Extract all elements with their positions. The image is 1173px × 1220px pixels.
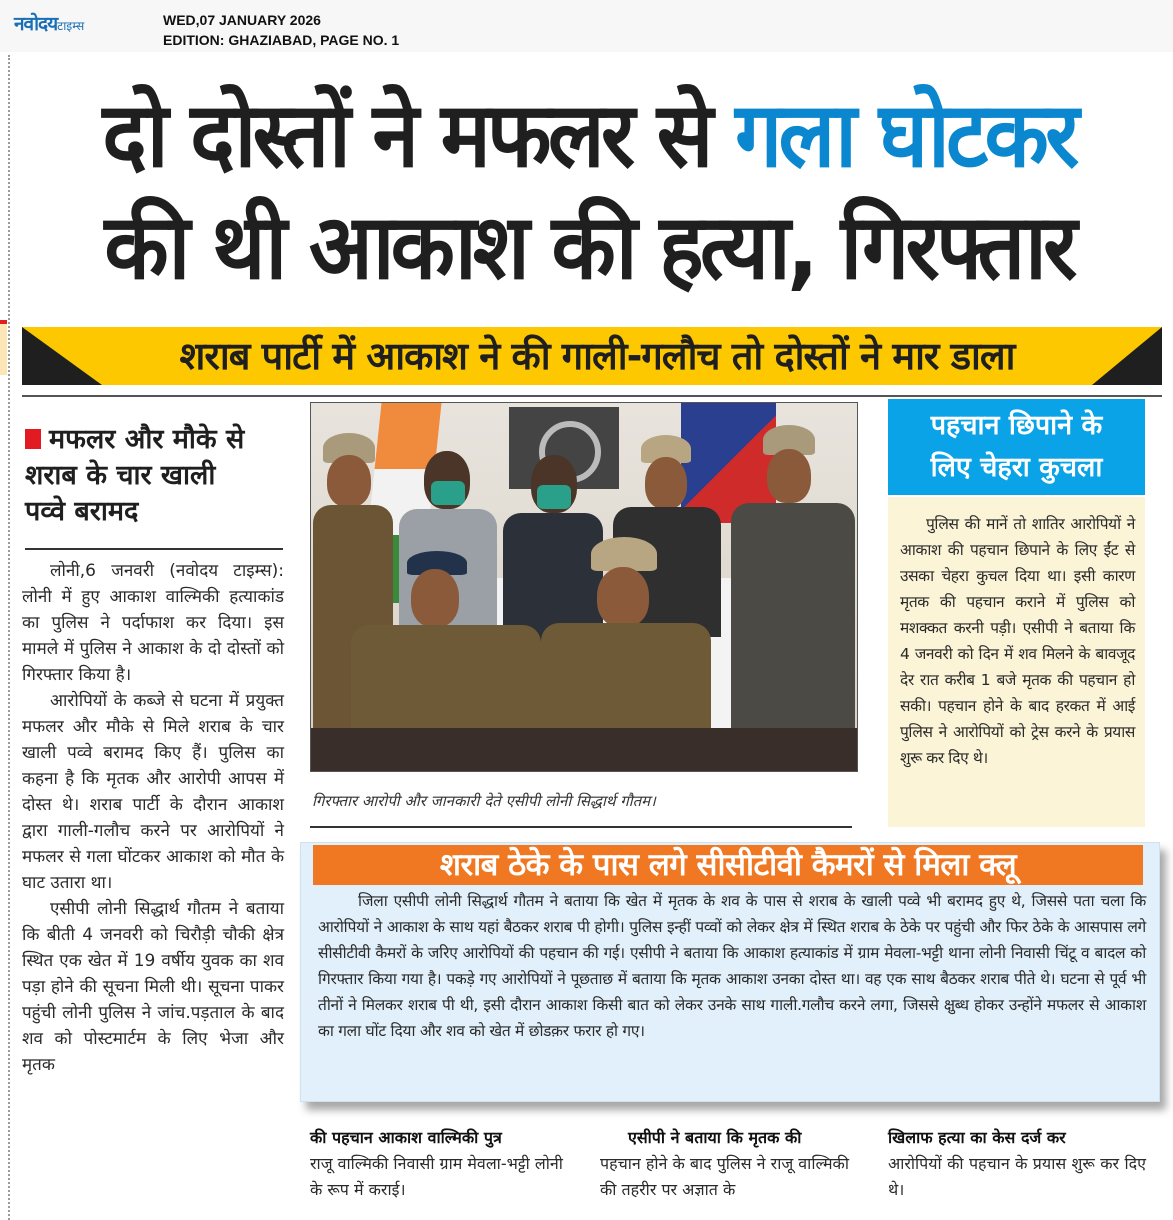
masthead xyxy=(0,0,1173,52)
article-paragraph: आरोपियों के कब्जे से घटना में प्रयुक्त मफलर और मौके से मिले शराब के चार खाली पव्वे बरामद किए हैं। पुलिस का कहना है कि मृतक और आरोपी आपस में दोस्त थे। शराब पार्टी के दौरान आकाश द्वारा गाली-गलौच करने पर आरोपियों ने मफलर से गला घोंटकर आकाश को मौत के घाट उतारा था। xyxy=(22,691,284,893)
main-headline xyxy=(54,80,1124,304)
banner-underline xyxy=(22,395,1162,397)
dateline xyxy=(163,10,399,50)
banner-text: शराब पार्टी में आकाश ने की गाली-गलौच तो दोस्तों ने मार डाला xyxy=(179,334,1015,378)
page-margin-divider xyxy=(8,55,10,1220)
edition-info: EDITION: GHAZIABAD, PAGE NO. 1 xyxy=(163,32,400,48)
headline-line-1 xyxy=(54,80,1124,192)
sub-headline-banner xyxy=(22,327,1162,385)
sidebar-title: पहचान छिपाने के लिए चेहरा कुचला xyxy=(888,399,1145,495)
red-bullet-icon xyxy=(25,429,41,449)
table xyxy=(311,728,857,772)
left-article-body xyxy=(22,558,284,1078)
caption-rule xyxy=(310,826,852,828)
cctv-paragraph: जिला एसीपी लोनी सिद्धार्थ गौतम ने बताया कि खेत में मृतक के शव के पास से शराब के खाली पव्वे भी बरामद हुए थे, जिससे पता चला कि आरोपियों ने आकाश के साथ यहां बैठकर शराब पी होगी। पुलिस इन्हीं पव्वों को लेकर क्षेत्र में स्थित शराब के ठेके पर पहुंची और फिर ठेके के आसपास लगे सीसीटीवी कैमरों के जरिए आरोपियों की पहचान की गई। एसीपी ने बताया कि आकाश हत्याकांड में ग्राम मेवला-भट्टी थाना लोनी निवासी चिंटू व बादल को गिरफ्तार किया गया है। पकड़े गए आरोपियों ने पूछताछ में बताया कि मृतक आकाश उनका दोस्त था। वह एक साथ बैठकर शराब पीते थे। घटना से पूर्व भी तीनों ने मिलकर शराब पी थी, इसी दौरान आकाश किसी बात को लेकर उनके साथ गाली.गलौच करने लगा, जिससे क्षुब्ध होकर उन्होंने मफलर से आकाश का गला घोंट दिया और शव को खेत में छोडक़र फरार हो गए। xyxy=(318,892,1146,1040)
cctv-story-title: शराब ठेके के पास लगे सीसीटीवी कैमरों से मिला क्लू xyxy=(313,845,1143,885)
headline-line-2: की थी आकाश की हत्या, गिरफ्तार xyxy=(104,195,1074,300)
newspaper-logo[interactable] xyxy=(14,10,84,36)
continuation-column-3: खिलाफ हत्या का केस दर्ज कर आरोपियों की पहचान के प्रयास शुरू कर दिए थे। xyxy=(888,1128,1146,1199)
left-subheading: मफलर और मौके से शराब के चार खाली पव्वे बरामद xyxy=(25,424,245,527)
continuation-column-2: एसीपी ने बताया कि मृतक की पहचान होने के बाद पुलिस ने राजू वाल्मिकी की तहरीर पर अज्ञात के xyxy=(600,1128,849,1199)
headline-blue-part: गला घोटकर xyxy=(735,83,1076,188)
headline-black-part: दो दोस्तों ने मफलर से xyxy=(102,83,710,188)
continuation-column-1: की पहचान आकाश वाल्मिकी पुत्र राजू वाल्मिकी निवासी ग्राम मेवला-भट्टी लोनी के रूप में कराई। xyxy=(310,1128,563,1199)
sidebar-paragraph: पुलिस की मानें तो शातिर आरोपियों ने आकाश की पहचान छिपाने के लिए ईंट से उसका चेहरा कुचल दिया था। इसी कारण मृतक की पहचान कराने में पुलिस को मशक्कत करनी पड़ी। एसीपी ने बताया कि 4 जनवरी को दिन में शव मिलने के बावजूद देर रात करीब 1 बजे मृतक की पहचान हो सकी। पहचान होने के बाद हरकत में आई पुलिस ने आरोपियों को ट्रेस करने के प्रयास शुरू कर दिए थे। xyxy=(900,515,1135,767)
edition-date: WED,07 JANUARY 2026 xyxy=(163,12,321,28)
logo-main: नवोदय xyxy=(14,13,58,35)
sidebar-body xyxy=(888,497,1145,827)
article-paragraph: लोनी,6 जनवरी (नवोदय टाइम्स): लोनी में हुए आकाश वाल्मिकी हत्याकांड का पुलिस ने पर्दाफाश कर दिया। इस मामले में पुलिस ने आकाश के दो दोस्तों को गिरफ्तार किया है। xyxy=(22,561,284,685)
adjacent-clip-edge xyxy=(0,320,7,375)
news-photo[interactable] xyxy=(310,402,858,772)
banner-left-wedge xyxy=(22,327,102,385)
cctv-story-body xyxy=(318,888,1146,1044)
photo-caption: गिरफ्तार आरोपी और जानकारी देते एसीपी लोनी सिद्धार्थ गौतम। xyxy=(312,792,656,810)
subheading-rule xyxy=(25,548,283,550)
banner-right-wedge xyxy=(1092,327,1162,385)
article-paragraph: एसीपी लोनी सिद्धार्थ गौतम ने बताया कि बीती 4 जनवरी को चिरौड़ी चौकी क्षेत्र स्थित एक खेत में 19 वर्षीय युवक का शव पड़ा होने की सूचना मिली थी। सूचना पाकर पहुंची लोनी पुलिस ने जांच.पड़ताल के बाद शव को पोस्टमार्टम के लिए भेजा और मृतक xyxy=(22,899,284,1075)
logo-sub: टाइम्स xyxy=(57,19,85,33)
